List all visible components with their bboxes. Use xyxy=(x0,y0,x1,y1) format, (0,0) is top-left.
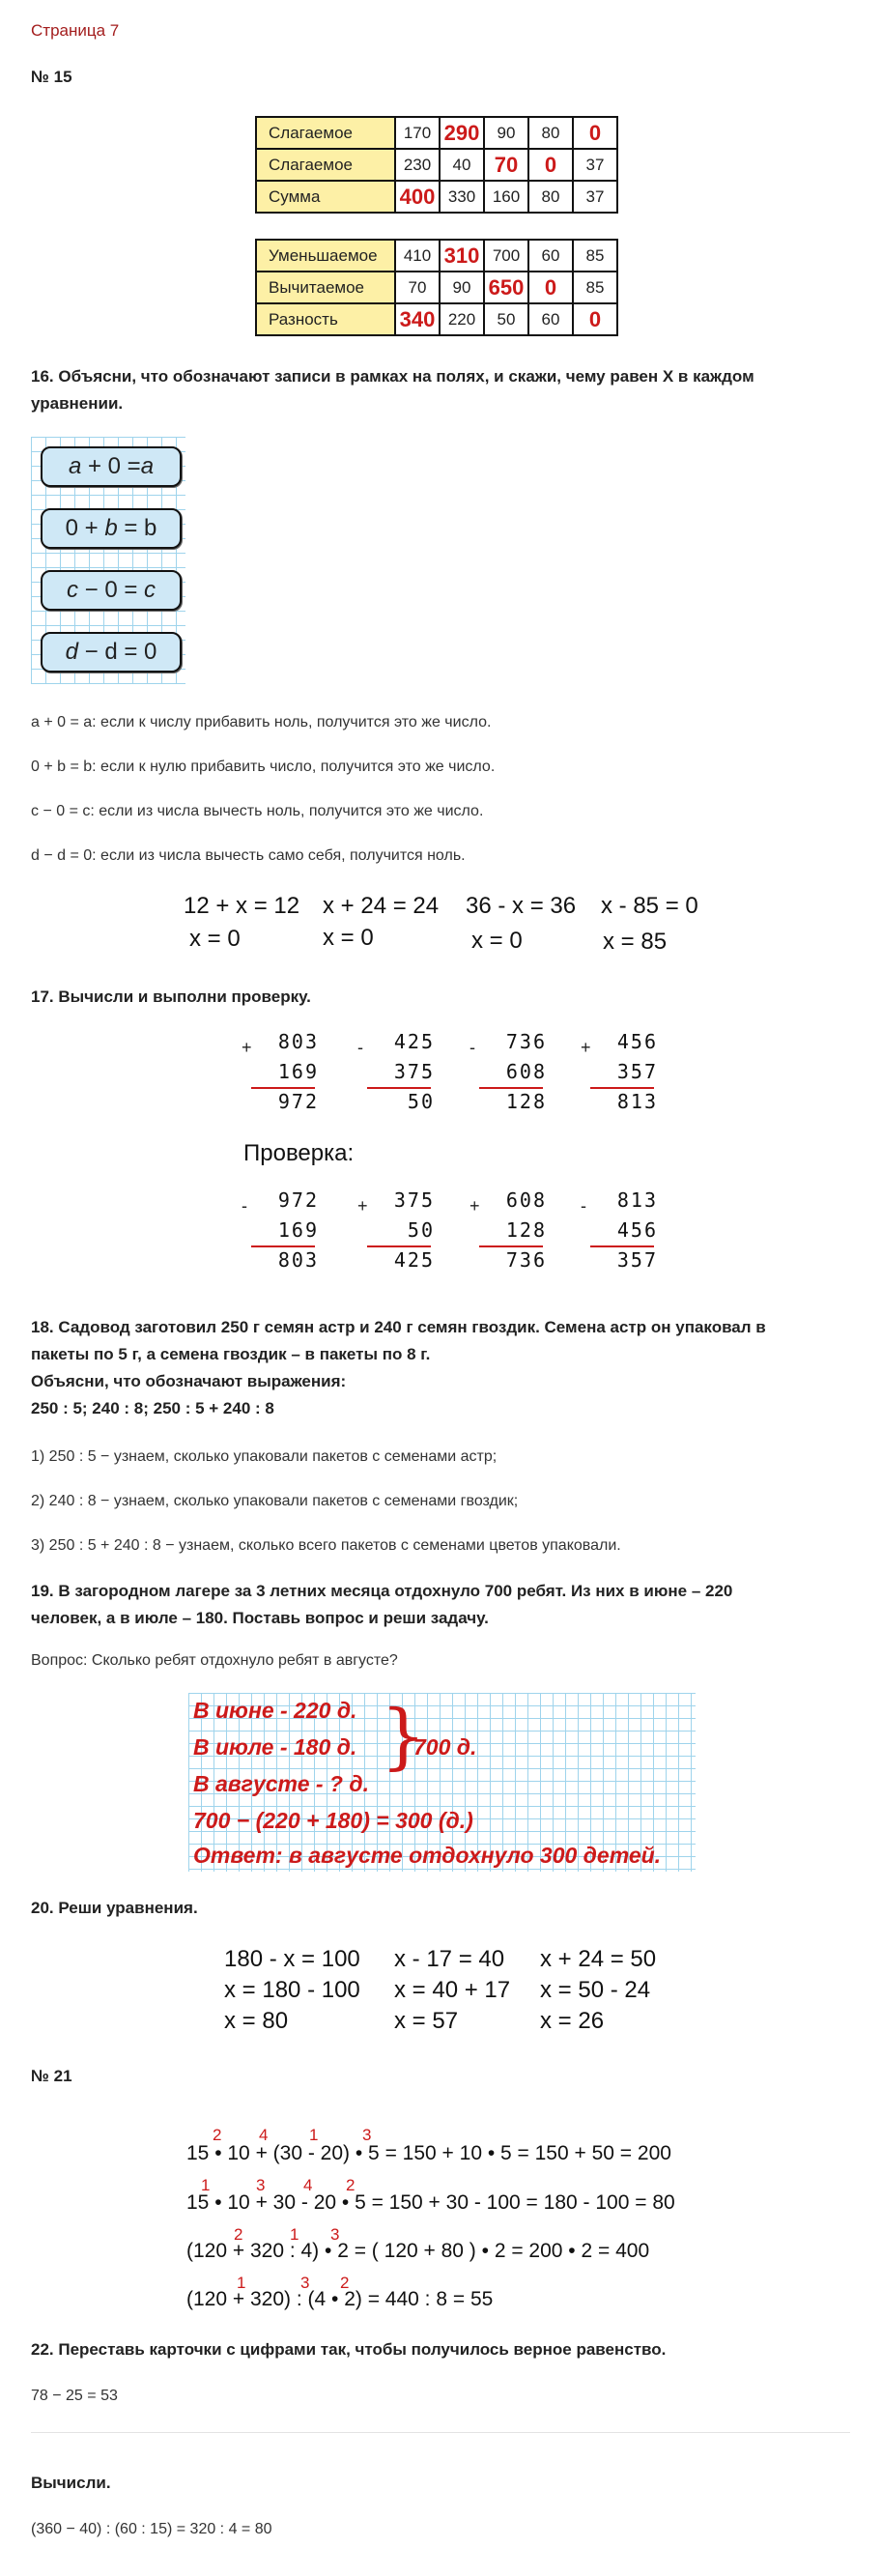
row-label: Разность xyxy=(256,303,395,335)
minus-sign: - xyxy=(242,1196,247,1216)
task-15-table-subtraction xyxy=(255,239,618,336)
operand-number: 375 xyxy=(393,1188,435,1212)
answer-cell: 650 xyxy=(484,272,528,303)
task-16-line-1: a + 0 = a: если к числу прибавить ноль, получится это же число. xyxy=(31,714,492,730)
task-16-line-3: c − 0 = c: если из числа вычесть ноль, получится это же число. xyxy=(31,803,484,819)
page-title: Страница 7 xyxy=(31,21,120,40)
answer-cell: 310 xyxy=(440,240,484,272)
operand-number: 169 xyxy=(277,1218,319,1242)
underline xyxy=(590,1245,654,1247)
order-mark: 1 xyxy=(237,2274,246,2292)
order-mark: 1 xyxy=(201,2176,211,2194)
order-mark: 1 xyxy=(290,2225,299,2244)
table-row xyxy=(256,117,617,149)
task-21-line-3: (120 + 320 : 4) • 2 = ( 120 + 80 ) • 2 = 200 • 2 = 400 xyxy=(186,2240,650,2262)
order-mark: 2 xyxy=(346,2176,356,2194)
row-label: Слагаемое xyxy=(256,117,395,149)
solution-august: В августе - ? д. xyxy=(193,1771,369,1796)
answer-cell: 0 xyxy=(573,303,617,335)
eq-16-1-answer: x = 0 xyxy=(189,926,241,952)
task-19-heading-1: 19. В загородном лагере за 3 летних месяца отдохнуло 700 ребят. Из них в июне – 220 xyxy=(31,1582,733,1600)
solution-july: В июле - 180 д. xyxy=(193,1734,357,1760)
table-row xyxy=(256,303,617,335)
order-mark: 4 xyxy=(259,2126,269,2144)
operand-number: 972 xyxy=(277,1188,319,1212)
solution-expression: 700 − (220 + 180) = 300 (д.) xyxy=(193,1808,473,1833)
plus-sign: + xyxy=(357,1196,368,1216)
eq-16-4: x - 85 = 0 xyxy=(601,893,698,919)
plus-sign: + xyxy=(469,1196,480,1216)
table-cell: 170 xyxy=(395,117,440,149)
task-21-line-4: (120 + 320) : (4 • 2) = 440 : 8 = 55 xyxy=(186,2288,494,2310)
table-row xyxy=(256,181,617,213)
table-cell: 85 xyxy=(573,240,617,272)
answer-cell: 290 xyxy=(440,117,484,149)
task-15-table-addition xyxy=(255,116,618,214)
card-a-plus-zero: a + 0 = a xyxy=(41,446,182,487)
result-number: 736 xyxy=(505,1248,547,1272)
solution-june: В июне - 220 д. xyxy=(193,1698,357,1723)
operand-number: 128 xyxy=(505,1218,547,1242)
table-row xyxy=(256,149,617,181)
operand-number: 608 xyxy=(505,1188,547,1212)
operand-number: 803 xyxy=(277,1030,319,1053)
result-number: 972 xyxy=(277,1090,319,1113)
order-mark: 3 xyxy=(362,2126,372,2144)
eq-16-2-answer: x = 0 xyxy=(323,925,374,951)
plus-sign: + xyxy=(242,1038,252,1057)
table-cell: 230 xyxy=(395,149,440,181)
table-cell: 80 xyxy=(528,181,573,213)
eq-20-2-line-3: x = 57 xyxy=(394,2008,459,2034)
table-cell: 90 xyxy=(440,272,484,303)
operand-number: 813 xyxy=(616,1188,658,1212)
task-18-answer-3: 3) 250 : 5 + 240 : 8 − узнаем, сколько всего пакетов с семенами цветов упаковали. xyxy=(31,1537,621,1554)
minus-sign: - xyxy=(581,1196,586,1216)
task-18-answer-1: 1) 250 : 5 − узнаем, сколько упаковали пакетов с семенами астр; xyxy=(31,1448,498,1465)
underline xyxy=(367,1245,431,1247)
result-number: 803 xyxy=(277,1248,319,1272)
eq-20-3-line-2: x = 50 - 24 xyxy=(540,1977,651,2003)
plus-sign: + xyxy=(581,1038,591,1057)
answer-cell: 0 xyxy=(573,117,617,149)
table-cell: 220 xyxy=(440,303,484,335)
order-mark: 3 xyxy=(330,2225,340,2244)
underline xyxy=(590,1087,654,1089)
card-zero-plus-b: 0 + b = b xyxy=(41,508,182,549)
curly-brace-icon: } xyxy=(381,1695,427,1778)
task-18-heading-4: 250 : 5; 240 : 8; 250 : 5 + 240 : 8 xyxy=(31,1399,274,1417)
card-d-minus-d: d − d = 0 xyxy=(41,632,182,673)
eq-20-2-line-1: x - 17 = 40 xyxy=(394,1946,505,1972)
table-cell: 60 xyxy=(528,303,573,335)
answer-cell: 70 xyxy=(484,149,528,181)
order-mark: 4 xyxy=(303,2176,313,2194)
underline xyxy=(251,1087,315,1089)
task-21-number: № 21 xyxy=(31,2067,72,2085)
order-mark: 2 xyxy=(234,2225,243,2244)
table-cell: 330 xyxy=(440,181,484,213)
table-cell: 37 xyxy=(573,181,617,213)
order-mark: 2 xyxy=(340,2274,350,2292)
underline xyxy=(479,1087,543,1089)
card-c-minus-zero: c − 0 = c xyxy=(41,570,182,611)
table-cell: 70 xyxy=(395,272,440,303)
order-mark: 1 xyxy=(309,2126,319,2144)
order-mark: 3 xyxy=(300,2274,310,2292)
operand-number: 50 xyxy=(407,1218,435,1242)
task-16-line-2: 0 + b = b: если к нулю прибавить число, получится это же число. xyxy=(31,758,496,775)
table-row xyxy=(256,272,617,303)
answer-cell: 340 xyxy=(395,303,440,335)
eq-16-4-answer: x = 85 xyxy=(603,929,668,955)
underline xyxy=(479,1245,543,1247)
result-number: 128 xyxy=(505,1090,547,1113)
task-20-column-3 xyxy=(540,1944,656,2037)
task-16-heading: 16. Объясни, что обозначают записи в рамках на полях, и скажи, чему равен Х в каждом уравнении. xyxy=(31,367,754,413)
table-cell: 80 xyxy=(528,117,573,149)
table-cell: 50 xyxy=(484,303,528,335)
task-19-question: Вопрос: Сколько ребят отдохнуло ребят в августе? xyxy=(31,1652,398,1669)
operand-number: 375 xyxy=(393,1060,435,1083)
minus-sign: - xyxy=(469,1038,475,1057)
result-number: 50 xyxy=(407,1090,435,1113)
answer-cell: 400 xyxy=(395,181,440,213)
table-cell: 60 xyxy=(528,240,573,272)
row-label: Слагаемое xyxy=(256,149,395,181)
check-label: Проверка: xyxy=(243,1140,355,1166)
underline xyxy=(251,1245,315,1247)
eq-20-1-line-1: 180 - x = 100 xyxy=(224,1946,360,1972)
task-22-answer: 78 − 25 = 53 xyxy=(31,2388,118,2404)
eq-20-1-line-2: x = 180 - 100 xyxy=(224,1977,360,2003)
task-20-column-2 xyxy=(394,1944,510,2037)
table-row xyxy=(256,240,617,272)
task-19-heading-2: человек, а в июле – 180. Поставь вопрос и реши задачу. xyxy=(31,1609,489,1627)
operand-number: 169 xyxy=(277,1060,319,1083)
table-cell: 160 xyxy=(484,181,528,213)
minus-sign: - xyxy=(357,1038,363,1057)
task-18-heading-2: пакеты по 5 г, а семена гвоздик – в пакеты по 8 г. xyxy=(31,1345,431,1363)
order-mark: 3 xyxy=(256,2176,266,2194)
task-16-line-4: d − d = 0: если из числа вычесть само себя, получится ноль. xyxy=(31,847,466,864)
operand-number: 736 xyxy=(505,1030,547,1053)
table-cell: 37 xyxy=(573,149,617,181)
task-21-line-1: 15 • 10 + (30 - 20) • 5 = 150 + 10 • 5 = 150 + 50 = 200 xyxy=(186,2142,671,2164)
row-label: Уменьшаемое xyxy=(256,240,395,272)
task-20-heading: 20. Реши уравнения. xyxy=(31,1899,198,1917)
table-cell: 700 xyxy=(484,240,528,272)
task-22-heading: 22. Переставь карточки с цифрами так, чтобы получилось верное равенство. xyxy=(31,2340,667,2359)
task-18-heading-1: 18. Садовод заготовил 250 г семян астр и 240 г семян гвоздик. Семена астр он упаковал в xyxy=(31,1318,766,1336)
task-21-line-2: 15 • 10 + 30 - 20 • 5 = 150 + 30 - 100 = 180 - 100 = 80 xyxy=(186,2191,675,2214)
task-17-heading: 17. Вычисли и выполни проверку. xyxy=(31,987,311,1006)
eq-16-2: x + 24 = 24 xyxy=(323,893,440,919)
operand-number: 456 xyxy=(616,1030,658,1053)
underline xyxy=(367,1087,431,1089)
table-cell: 40 xyxy=(440,149,484,181)
operand-number: 357 xyxy=(616,1060,658,1083)
calc-answer: (360 − 40) : (60 : 15) = 320 : 4 = 80 xyxy=(31,2521,272,2537)
operand-number: 456 xyxy=(616,1218,658,1242)
eq-16-3: 36 - x = 36 xyxy=(466,893,577,919)
eq-20-2-line-2: x = 40 + 17 xyxy=(394,1977,511,2003)
operand-number: 425 xyxy=(393,1030,435,1053)
solution-total: 700 д. xyxy=(413,1734,477,1760)
task-20-column-1 xyxy=(224,1944,360,2037)
operand-number: 608 xyxy=(505,1060,547,1083)
result-number: 425 xyxy=(393,1248,435,1272)
result-number: 813 xyxy=(616,1090,658,1113)
result-number: 357 xyxy=(616,1248,658,1272)
solution-answer: Ответ: в августе отдохнуло 300 детей. xyxy=(193,1843,662,1868)
task-18-heading-3: Объясни, что обозначают выражения: xyxy=(31,1372,347,1390)
eq-20-3-line-1: x + 24 = 50 xyxy=(540,1946,657,1972)
eq-20-1-line-3: x = 80 xyxy=(224,2008,289,2034)
calc-heading: Вычисли. xyxy=(31,2474,111,2492)
divider xyxy=(31,2432,850,2433)
eq-16-3-answer: x = 0 xyxy=(471,928,523,954)
table-cell: 410 xyxy=(395,240,440,272)
row-label: Сумма xyxy=(256,181,395,213)
task-16-card-panel xyxy=(31,437,185,684)
eq-16-1: 12 + x = 12 xyxy=(184,893,300,919)
row-label: Вычитаемое xyxy=(256,272,395,303)
table-cell: 85 xyxy=(573,272,617,303)
table-cell: 90 xyxy=(484,117,528,149)
eq-20-3-line-3: x = 26 xyxy=(540,2008,605,2034)
task-18-answer-2: 2) 240 : 8 − узнаем, сколько упаковали пакетов с семенами гвоздик; xyxy=(31,1493,519,1509)
order-mark: 2 xyxy=(213,2126,222,2144)
answer-cell: 0 xyxy=(528,272,573,303)
answer-cell: 0 xyxy=(528,149,573,181)
task-15-number: № 15 xyxy=(31,68,72,86)
